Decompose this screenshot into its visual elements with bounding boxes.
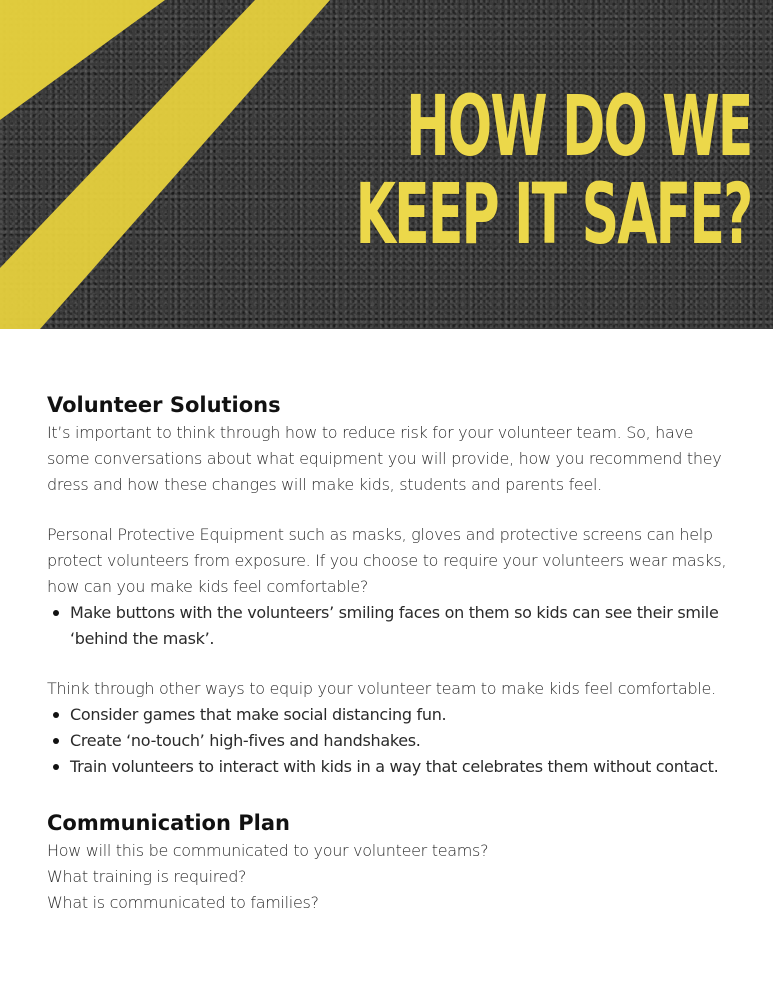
hero-title bbox=[355, 77, 751, 263]
communication-plan-section bbox=[47, 808, 737, 916]
hero-title-line-2: KEEP IT SAFE? bbox=[355, 165, 751, 263]
question-line: What training is required? bbox=[47, 867, 247, 886]
list-item: Make buttons with the volunteers’ smiling faces on them so kids can see their smile ‘behind the mask’. bbox=[70, 600, 737, 652]
list-item: Train volunteers to interact with kids in a way that celebrates them without contact. bbox=[70, 754, 737, 780]
question-line: What is communicated to families? bbox=[47, 893, 319, 912]
paragraph-risk: It’s important to think through how to reduce risk for your volunteer team. So, have some conversations about what equipment you will provide, how you recommend they dress and how these changes will make kids, students and parents feel. bbox=[47, 423, 722, 494]
volunteer-solutions-section bbox=[47, 390, 737, 780]
paragraph-equip: Think through other ways to equip your volunteer team to make kids feel comfortable. bbox=[47, 679, 716, 698]
list-item: Create ‘no-touch’ high-fives and handshakes. bbox=[70, 728, 737, 754]
document-body bbox=[47, 390, 737, 916]
hero-banner bbox=[0, 0, 773, 329]
question-line: How will this be communicated to your volunteer teams? bbox=[47, 841, 489, 860]
section-heading-volunteer-solutions: Volunteer Solutions bbox=[47, 393, 281, 417]
bullet-list-ideas bbox=[47, 702, 737, 780]
road-stripe-upper bbox=[0, 0, 165, 120]
bullet-list-masks bbox=[47, 600, 737, 652]
list-item: Consider games that make social distancing fun. bbox=[70, 702, 737, 728]
section-heading-communication-plan: Communication Plan bbox=[47, 811, 290, 835]
paragraph-ppe: Personal Protective Equipment such as masks, gloves and protective screens can help protect volunteers from exposure. If you choose to require your volunteers wear masks, how can you make kids feel comfortable? bbox=[47, 525, 727, 596]
hero-title-line-1: HOW DO WE bbox=[405, 77, 751, 175]
